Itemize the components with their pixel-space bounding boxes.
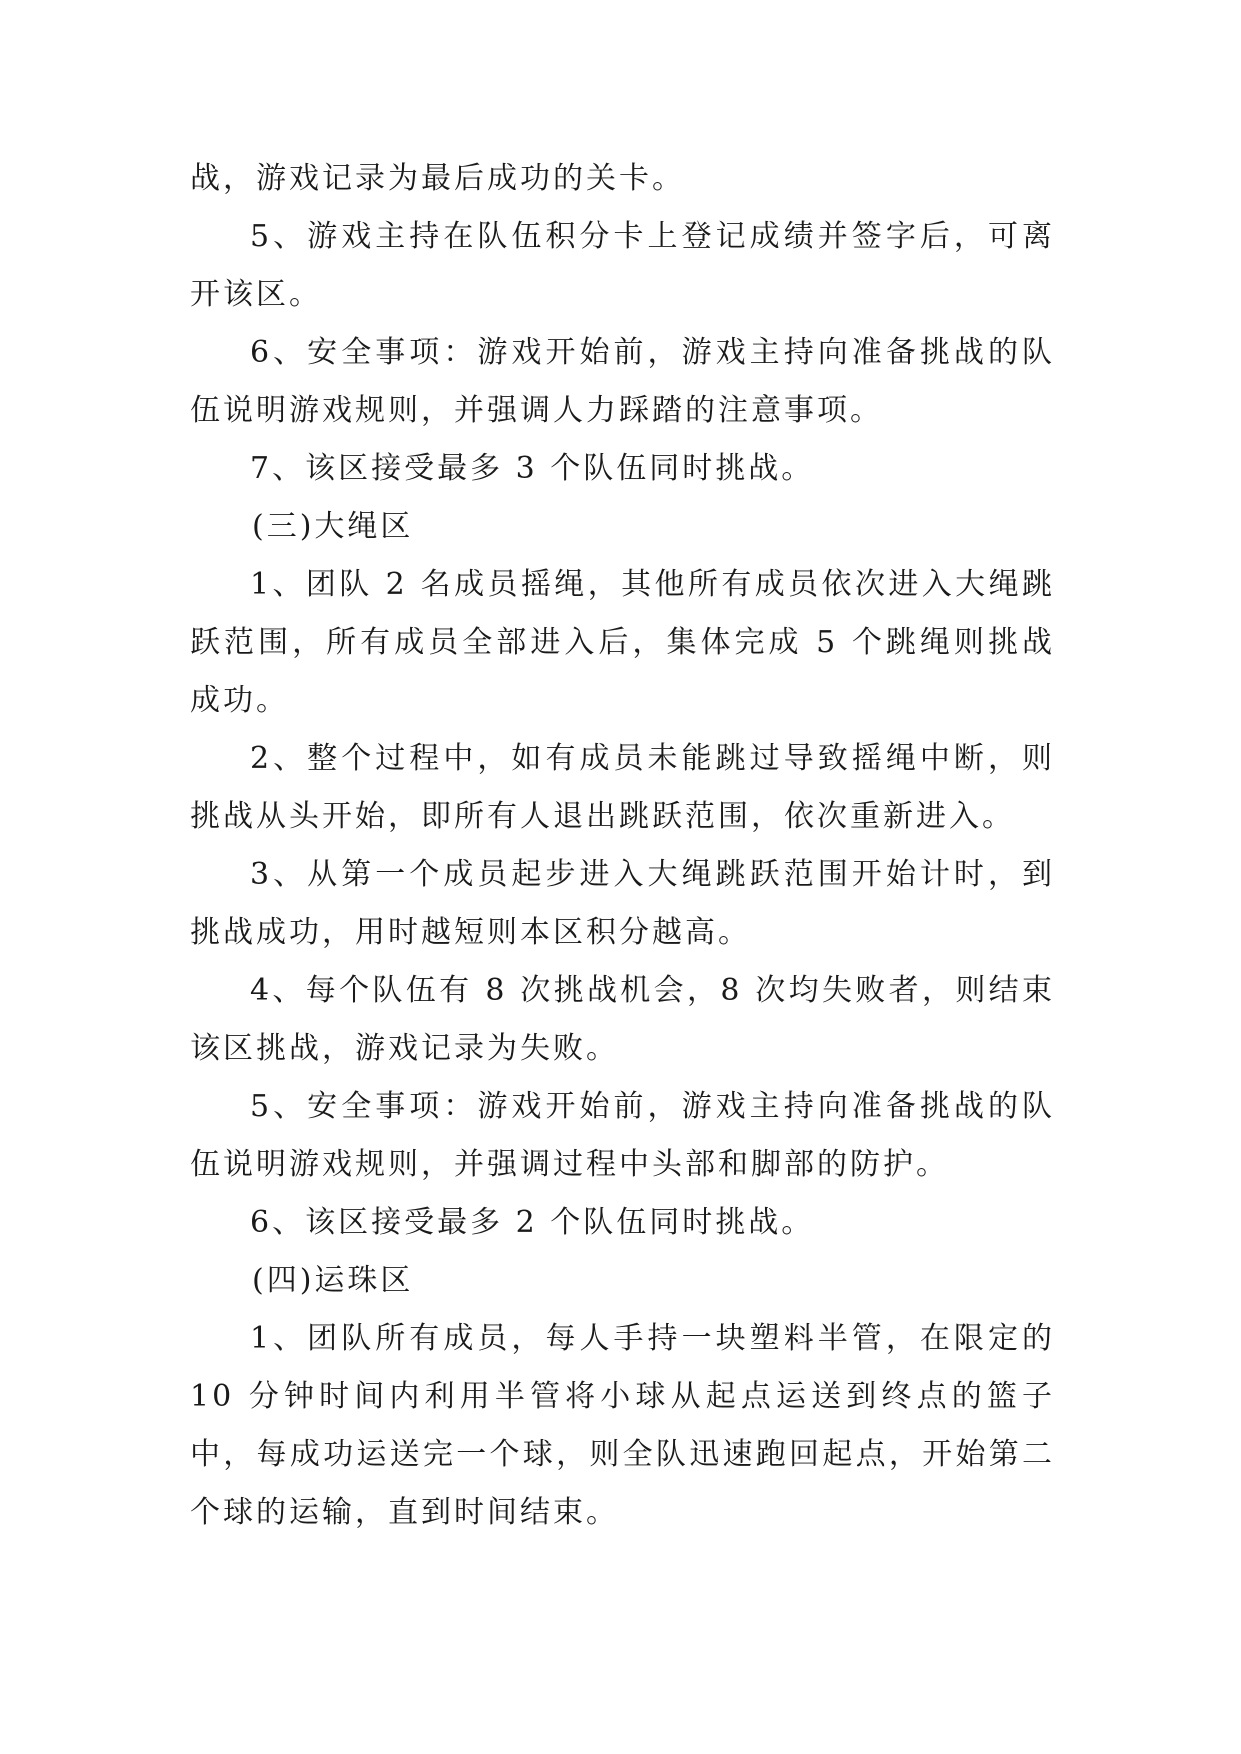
section-heading: (三)大绳区 (252, 509, 414, 544)
paragraph: 4、每个队伍有 8 次挑战机会，8 次均失败者，则结束该区挑战，游戏记录为失败。 (190, 973, 1055, 1066)
paragraph: 5、安全事项：游戏开始前，游戏主持向准备挑战的队伍说明游戏规则，并强调过程中头部和脚部的防护。 (190, 1089, 1055, 1182)
paragraph: 3、从第一个成员起步进入大绳跳跃范围开始计时，到挑战成功，用时越短则本区积分越高。 (190, 857, 1055, 950)
document-body (190, 150, 1055, 1542)
paragraph: 6、该区接受最多 2 个队伍同时挑战。 (250, 1205, 815, 1240)
paragraph: 7、该区接受最多 3 个队伍同时挑战。 (250, 451, 815, 486)
paragraph: 1、团队所有成员，每人手持一块塑料半管，在限定的 10 分钟时间内利用半管将小球从起点运送到终点的篮子中，每成功运送完一个球，则全队迅速跑回起点，开始第二个球的运输，直到时间结束。 (190, 1321, 1055, 1530)
paragraph: 6、安全事项：游戏开始前，游戏主持向准备挑战的队伍说明游戏规则，并强调人力踩踏的注意事项。 (190, 335, 1055, 428)
section-heading: (四)运珠区 (252, 1263, 414, 1298)
paragraph: 1、团队 2 名成员摇绳，其他所有成员依次进入大绳跳跃范围，所有成员全部进入后，集体完成 5 个跳绳则挑战成功。 (190, 567, 1055, 718)
paragraph: 2、整个过程中，如有成员未能跳过导致摇绳中断，则挑战从头开始，即所有人退出跳跃范围，依次重新进入。 (190, 741, 1055, 834)
paragraph: 5、游戏主持在队伍积分卡上登记成绩并签字后，可离开该区。 (190, 219, 1055, 312)
paragraph: 战，游戏记录为最后成功的关卡。 (190, 161, 685, 196)
